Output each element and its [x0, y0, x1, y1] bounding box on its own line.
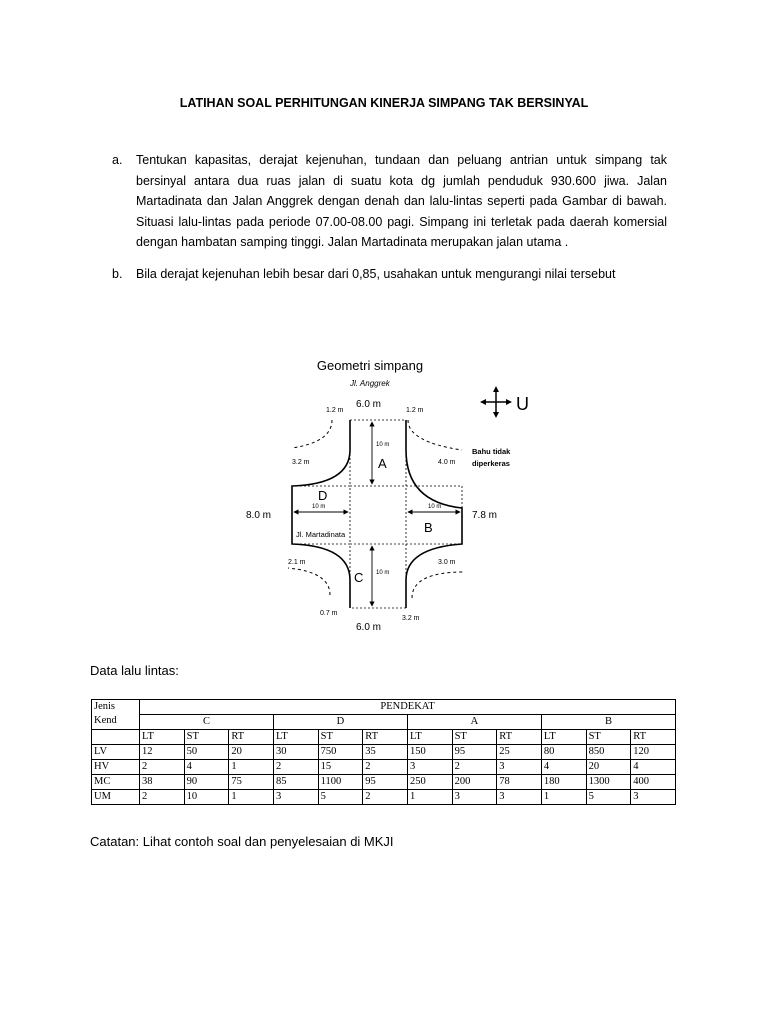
table-cell: 20 [229, 745, 274, 760]
movement-cell: LT [407, 730, 452, 745]
table-cell: 4 [631, 760, 676, 775]
table-cell: 80 [541, 745, 586, 760]
question-a-text: Tentukan kapasitas, derajat kejenuhan, tundaan dan peluang antrian untuk simpang tak bersinyal antara dua ruas jalan di suatu kota dg jumlah penduduk 930.600 jiwa. Jalan Martadinata dan Jalan Anggrek dengan denah dan lalu-lintas seperti pada Gambar di bawah. Situasi lalu-lintas pada periode 07.00-08.00 pagi. Simpang ini terletak pada daerah komersial dengan hambatan samping tinggi. Jalan Martadinata merupakan jalan utama . [136, 153, 667, 249]
dim-right-width: 7.8 m [472, 510, 498, 521]
question-b-text: Bila derajat kejenuhan lebih besar dari 0,85, usahakan untuk mengurangi nilai tersebut [136, 267, 616, 281]
approach-label-d: D [318, 488, 328, 503]
header-type-line2: Kend [94, 715, 117, 726]
approach-d: D [273, 715, 407, 730]
north-arrow-icon [480, 386, 512, 418]
table-cell: 25 [497, 745, 542, 760]
dim-lower-left: 2.1 m [288, 559, 306, 566]
table-row [92, 775, 676, 790]
table-cell: 75 [229, 775, 274, 790]
table-cell: 5 [318, 790, 363, 805]
table-cell: 95 [452, 745, 497, 760]
question-b [112, 264, 667, 285]
table-cell: 750 [318, 745, 363, 760]
table-cell: 95 [363, 775, 408, 790]
question-b-label: b. [112, 267, 123, 281]
dim-top-width: 6.0 m [356, 399, 382, 410]
movement-cell: ST [318, 730, 363, 745]
approach-a: A [407, 715, 541, 730]
table-cell: 150 [407, 745, 452, 760]
table-cell: 3 [497, 790, 542, 805]
movement-cell: LT [541, 730, 586, 745]
shoulder-note-2: diperkeras [472, 459, 510, 468]
intersection-geometry-diagram [230, 350, 550, 640]
table-cell: 90 [184, 775, 229, 790]
table-cell: 1 [541, 790, 586, 805]
street-label-top: Jl. Anggrek [350, 379, 390, 388]
approach-c: C [140, 715, 274, 730]
row-type: UM [92, 790, 140, 805]
table-cell: 30 [273, 745, 318, 760]
table-cell: 2 [363, 790, 408, 805]
movement-cell: RT [631, 730, 676, 745]
movement-cell: ST [586, 730, 631, 745]
table-cell: 38 [140, 775, 185, 790]
approach-label-c: C [354, 570, 364, 585]
approach-label-b: B [424, 520, 433, 535]
header-group: PENDEKAT [140, 700, 676, 715]
table-row [92, 745, 676, 760]
shoulder-note-1: Bahu tidak [472, 447, 511, 456]
table-cell: 2 [140, 790, 185, 805]
table-cell: 78 [497, 775, 542, 790]
movement-corner [92, 730, 140, 745]
table-cell: 400 [631, 775, 676, 790]
dim-lower-right: 3.0 m [438, 559, 456, 566]
table-cell: 3 [273, 790, 318, 805]
row-type: LV [92, 745, 140, 760]
table-cell: 4 [541, 760, 586, 775]
dim-top-left: 1.2 m [326, 407, 344, 414]
table-cell: 2 [273, 760, 318, 775]
dim-upper-left: 3.2 m [292, 459, 310, 466]
dim-len-b: 10 m [428, 504, 442, 510]
table-cell: 20 [586, 760, 631, 775]
movement-cell: LT [273, 730, 318, 745]
table-header-row [92, 700, 676, 715]
table-cell: 2 [140, 760, 185, 775]
movement-cell: LT [140, 730, 185, 745]
table-row [92, 790, 676, 805]
approach-label-a: A [378, 456, 387, 471]
document-title: LATIHAN SOAL PERHITUNGAN KINERJA SIMPANG TAK BERSINYAL [179, 96, 589, 110]
movement-cell: RT [497, 730, 542, 745]
table-cell: 4 [184, 760, 229, 775]
table-cell: 850 [586, 745, 631, 760]
table-cell: 1 [229, 760, 274, 775]
table-cell: 2 [363, 760, 408, 775]
header-type-cell [92, 700, 140, 730]
dim-bottom-left: 0.7 m [320, 610, 338, 617]
movement-cell: ST [452, 730, 497, 745]
movement-cell: RT [363, 730, 408, 745]
table-cell: 5 [586, 790, 631, 805]
diagram-title: Geometri simpang [316, 358, 424, 373]
movement-row [92, 730, 676, 745]
table-cell: 120 [631, 745, 676, 760]
row-type: HV [92, 760, 140, 775]
table-cell: 1100 [318, 775, 363, 790]
table-cell: 85 [273, 775, 318, 790]
approach-b: B [541, 715, 675, 730]
street-label-left: Jl. Martadinata [296, 530, 346, 539]
dim-len-c: 10 m [376, 570, 390, 576]
row-type: MC [92, 775, 140, 790]
table-row [92, 760, 676, 775]
question-a-label: a. [112, 153, 123, 167]
table-cell: 3 [452, 790, 497, 805]
table-cell: 1300 [586, 775, 631, 790]
question-a [112, 150, 667, 253]
intersection-outline [292, 420, 462, 608]
table-cell: 10 [184, 790, 229, 805]
dim-bottom-right: 3.2 m [402, 615, 420, 622]
table-cell: 1 [407, 790, 452, 805]
dim-left-width: 8.0 m [246, 510, 272, 521]
table-cell: 3 [631, 790, 676, 805]
table-cell: 2 [452, 760, 497, 775]
table-cell: 200 [452, 775, 497, 790]
table-cell: 1 [229, 790, 274, 805]
dim-bottom-width: 6.0 m [356, 622, 382, 633]
dim-len-d: 10 m [312, 504, 326, 510]
movement-cell: ST [184, 730, 229, 745]
traffic-data-table [91, 699, 676, 805]
note-text: Catatan: Lihat contoh soal dan penyelesaian di MKJI [90, 834, 394, 849]
dim-top-right: 1.2 m [406, 407, 424, 414]
table-cell: 250 [407, 775, 452, 790]
dim-upper-right: 4.0 m [438, 459, 456, 466]
table-cell: 180 [541, 775, 586, 790]
table-cell: 35 [363, 745, 408, 760]
north-label: U [516, 394, 529, 414]
table-cell: 12 [140, 745, 185, 760]
table-cell: 3 [407, 760, 452, 775]
traffic-data-caption: Data lalu lintas: [90, 663, 179, 678]
movement-cell: RT [229, 730, 274, 745]
approach-row [92, 715, 676, 730]
header-type-line1: Jenis [94, 701, 115, 712]
table-cell: 15 [318, 760, 363, 775]
table-cell: 3 [497, 760, 542, 775]
dim-len-a: 10 m [376, 442, 390, 448]
table-cell: 50 [184, 745, 229, 760]
